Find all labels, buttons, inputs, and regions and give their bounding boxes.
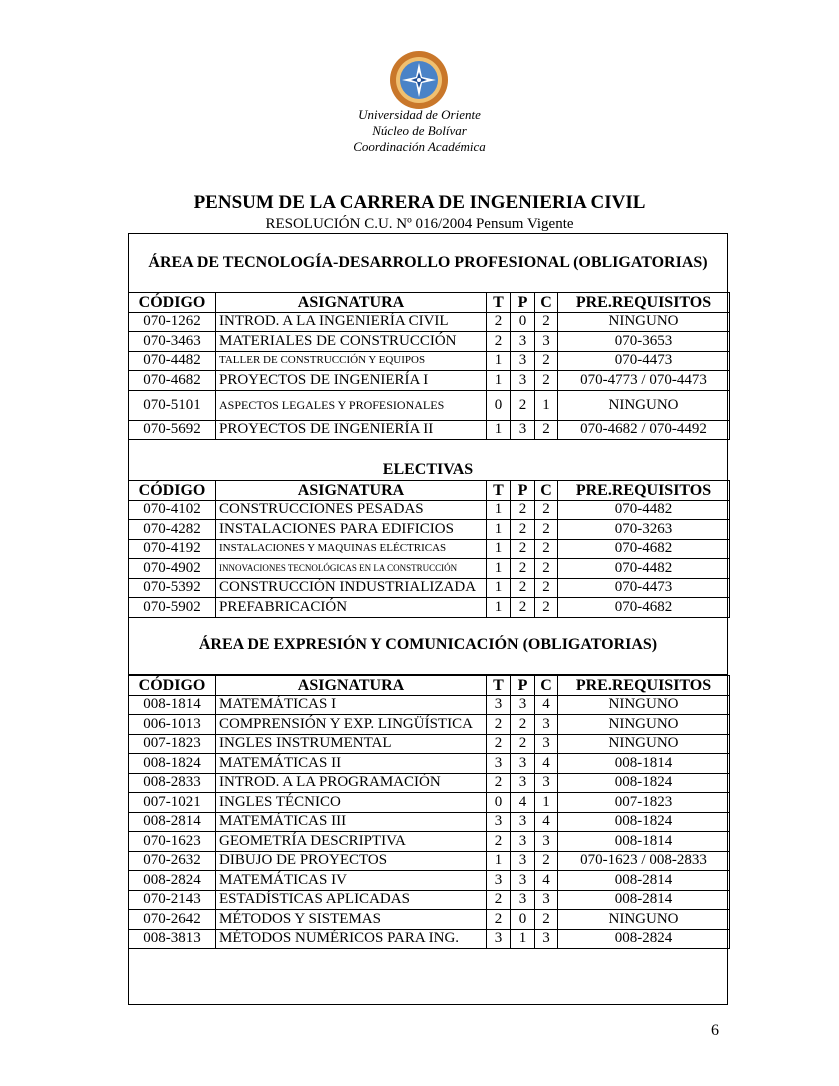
cell-c: 3 — [535, 929, 558, 949]
cell-code: 006-1013 — [129, 715, 216, 735]
table-row — [129, 734, 730, 754]
cell-t: 2 — [487, 910, 511, 930]
table-row — [129, 598, 730, 618]
cell-p: 3 — [511, 851, 535, 871]
cell-p: 2 — [511, 734, 535, 754]
column-header-t: T — [487, 481, 511, 501]
cell-c: 3 — [535, 715, 558, 735]
cell-subject: GEOMETRÍA DESCRIPTIVA — [216, 832, 487, 852]
table-row — [129, 520, 730, 540]
cell-p: 3 — [511, 420, 535, 440]
cell-t: 1 — [487, 578, 511, 598]
cell-t: 1 — [487, 598, 511, 618]
cell-code: 008-3813 — [129, 929, 216, 949]
campus-name: Núcleo de Bolívar — [372, 123, 467, 138]
table-row — [129, 910, 730, 930]
cell-subject: MÉTODOS NUMÉRICOS PARA ING. — [216, 929, 487, 949]
cell-c: 2 — [535, 851, 558, 871]
cell-c: 2 — [535, 578, 558, 598]
column-header-c: C — [535, 293, 558, 313]
institution-name: Universidad de Oriente — [358, 107, 481, 122]
cell-t: 2 — [487, 890, 511, 910]
section-title-expression: ÁREA DE EXPRESIÓN Y COMUNICACIÓN (OBLIGATORIAS) — [198, 636, 658, 653]
cell-c: 2 — [535, 520, 558, 540]
cell-c: 2 — [535, 312, 558, 332]
cell-code: 070-5392 — [129, 578, 216, 598]
cell-subject: MATEMÁTICAS II — [216, 754, 487, 774]
cell-c: 1 — [535, 793, 558, 813]
cell-t: 0 — [487, 793, 511, 813]
cell-prereq: 008-1824 — [558, 812, 730, 832]
cell-code: 070-4282 — [129, 520, 216, 540]
table-row — [129, 851, 730, 871]
cell-code: 070-5101 — [129, 390, 216, 420]
cell-prereq: 070-4682 / 070-4492 — [558, 420, 730, 440]
cell-prereq: 070-4482 — [558, 559, 730, 579]
cell-p: 3 — [511, 773, 535, 793]
column-header-subject: ASIGNATURA — [216, 676, 487, 696]
cell-prereq: 008-2814 — [558, 871, 730, 891]
cell-prereq: NINGUNO — [558, 312, 730, 332]
table-expression — [128, 675, 730, 949]
table-row — [129, 773, 730, 793]
cell-prereq: NINGUNO — [558, 390, 730, 420]
cell-prereq: 070-4682 — [558, 539, 730, 559]
cell-p: 3 — [511, 695, 535, 715]
cell-subject: CONSTRUCCIONES PESADAS — [216, 500, 487, 520]
cell-prereq: NINGUNO — [558, 695, 730, 715]
cell-subject: ESTADÍSTICAS APLICADAS — [216, 890, 487, 910]
cell-code: 008-2833 — [129, 773, 216, 793]
cell-prereq: 008-1814 — [558, 832, 730, 852]
cell-p: 3 — [511, 371, 535, 391]
cell-code: 070-4192 — [129, 539, 216, 559]
cell-subject: CONSTRUCCIÓN INDUSTRIALIZADA — [216, 578, 487, 598]
cell-prereq: 070-3263 — [558, 520, 730, 540]
cell-prereq: 070-4682 — [558, 598, 730, 618]
column-header-c: C — [535, 481, 558, 501]
table-row — [129, 578, 730, 598]
cell-p: 3 — [511, 890, 535, 910]
table-row — [129, 390, 730, 420]
cell-prereq: NINGUNO — [558, 715, 730, 735]
cell-subject: PROYECTOS DE INGENIERÍA II — [216, 420, 487, 440]
cell-code: 008-2814 — [129, 812, 216, 832]
cell-c: 2 — [535, 559, 558, 579]
cell-t: 1 — [487, 351, 511, 371]
cell-code: 070-3463 — [129, 332, 216, 352]
cell-t: 1 — [487, 371, 511, 391]
cell-p: 3 — [511, 351, 535, 371]
table-row — [129, 371, 730, 391]
cell-p: 2 — [511, 559, 535, 579]
column-header-subject: ASIGNATURA — [216, 293, 487, 313]
cell-p: 2 — [511, 390, 535, 420]
table-header-row — [129, 481, 730, 501]
cell-c: 2 — [535, 420, 558, 440]
table-header-row — [129, 676, 730, 696]
cell-prereq: 070-1623 / 008-2833 — [558, 851, 730, 871]
cell-prereq: 007-1823 — [558, 793, 730, 813]
cell-p: 1 — [511, 929, 535, 949]
table-technology — [128, 292, 730, 440]
table-row — [129, 559, 730, 579]
cell-c: 4 — [535, 695, 558, 715]
cell-t: 3 — [487, 695, 511, 715]
cell-p: 2 — [511, 578, 535, 598]
cell-t: 1 — [487, 420, 511, 440]
column-header-subject: ASIGNATURA — [216, 481, 487, 501]
column-header-code: CÓDIGO — [129, 676, 216, 696]
cell-code: 070-4102 — [129, 500, 216, 520]
table-row — [129, 500, 730, 520]
cell-subject: MATEMÁTICAS III — [216, 812, 487, 832]
cell-code: 008-1814 — [129, 695, 216, 715]
cell-c: 1 — [535, 390, 558, 420]
cell-p: 2 — [511, 500, 535, 520]
cell-p: 3 — [511, 332, 535, 352]
table-row — [129, 715, 730, 735]
column-header-code: CÓDIGO — [129, 293, 216, 313]
cell-p: 0 — [511, 910, 535, 930]
cell-t: 1 — [487, 559, 511, 579]
column-header-p: P — [511, 293, 535, 313]
cell-subject: PREFABRICACIÓN — [216, 598, 487, 618]
cell-prereq: 008-2814 — [558, 890, 730, 910]
column-header-p: P — [511, 676, 535, 696]
table-row — [129, 871, 730, 891]
cell-subject: INSTALACIONES PARA EDIFICIOS — [216, 520, 487, 540]
cell-c: 3 — [535, 890, 558, 910]
cell-subject: MATEMÁTICAS I — [216, 695, 487, 715]
cell-p: 3 — [511, 832, 535, 852]
cell-subject: INGLES INSTRUMENTAL — [216, 734, 487, 754]
cell-c: 2 — [535, 500, 558, 520]
cell-prereq: 070-3653 — [558, 332, 730, 352]
table-electives — [128, 480, 730, 618]
cell-c: 2 — [535, 351, 558, 371]
cell-prereq: 008-1814 — [558, 754, 730, 774]
cell-code: 070-2143 — [129, 890, 216, 910]
cell-code: 070-1623 — [129, 832, 216, 852]
cell-p: 3 — [511, 754, 535, 774]
cell-subject: INGLES TÉCNICO — [216, 793, 487, 813]
table-row — [129, 890, 730, 910]
page-title: PENSUM DE LA CARRERA DE INGENIERIA CIVIL — [193, 192, 646, 213]
cell-t: 3 — [487, 871, 511, 891]
table-row — [129, 832, 730, 852]
table-row — [129, 351, 730, 371]
cell-prereq: 070-4473 — [558, 351, 730, 371]
cell-p: 2 — [511, 539, 535, 559]
cell-t: 2 — [487, 715, 511, 735]
column-header-code: CÓDIGO — [129, 481, 216, 501]
cell-t: 2 — [487, 332, 511, 352]
cell-t: 1 — [487, 539, 511, 559]
office-name: Coordinación Académica — [353, 139, 486, 154]
column-header-prereq: PRE.REQUISITOS — [558, 293, 730, 313]
cell-prereq: 008-1824 — [558, 773, 730, 793]
cell-code: 008-2824 — [129, 871, 216, 891]
cell-p: 4 — [511, 793, 535, 813]
cell-t: 3 — [487, 812, 511, 832]
cell-p: 2 — [511, 520, 535, 540]
cell-code: 070-4902 — [129, 559, 216, 579]
cell-subject: DIBUJO DE PROYECTOS — [216, 851, 487, 871]
cell-prereq: 070-4773 / 070-4473 — [558, 371, 730, 391]
table-row — [129, 754, 730, 774]
column-header-c: C — [535, 676, 558, 696]
cell-t: 2 — [487, 832, 511, 852]
cell-subject: MÉTODOS Y SISTEMAS — [216, 910, 487, 930]
cell-t: 1 — [487, 520, 511, 540]
cell-c: 2 — [535, 371, 558, 391]
cell-subject: MATEMÁTICAS IV — [216, 871, 487, 891]
section-title-electives: ELECTIVAS — [382, 461, 474, 478]
table-header-row — [129, 293, 730, 313]
cell-code: 070-2632 — [129, 851, 216, 871]
cell-subject: INNOVACIONES TECNOLÓGICAS EN LA CONSTRUCCIÓN — [216, 559, 487, 579]
cell-subject: ASPECTOS LEGALES Y PROFESIONALES — [216, 390, 487, 420]
cell-code: 008-1824 — [129, 754, 216, 774]
university-seal-icon — [389, 50, 449, 110]
cell-c: 4 — [535, 754, 558, 774]
table-row — [129, 312, 730, 332]
cell-subject: COMPRENSIÓN Y EXP. LINGÜÍSTICA — [216, 715, 487, 735]
cell-t: 2 — [487, 734, 511, 754]
cell-t: 1 — [487, 851, 511, 871]
cell-subject: INTROD. A LA PROGRAMACIÓN — [216, 773, 487, 793]
cell-p: 2 — [511, 715, 535, 735]
table-row — [129, 539, 730, 559]
cell-code: 070-5692 — [129, 420, 216, 440]
cell-p: 3 — [511, 812, 535, 832]
page-number: 6 — [711, 1022, 719, 1039]
column-header-p: P — [511, 481, 535, 501]
table-row — [129, 332, 730, 352]
column-header-t: T — [487, 676, 511, 696]
cell-c: 3 — [535, 734, 558, 754]
section-title-technology: ÁREA DE TECNOLOGÍA-DESARROLLO PROFESIONAL (OBLIGATORIAS) — [148, 254, 708, 271]
cell-code: 007-1823 — [129, 734, 216, 754]
cell-subject: MATERIALES DE CONSTRUCCIÓN — [216, 332, 487, 352]
cell-code: 070-2642 — [129, 910, 216, 930]
cell-code: 070-5902 — [129, 598, 216, 618]
table-row — [129, 420, 730, 440]
cell-c: 4 — [535, 812, 558, 832]
cell-subject: INTROD. A LA INGENIERÍA CIVIL — [216, 312, 487, 332]
cell-p: 2 — [511, 598, 535, 618]
cell-subject: INSTALACIONES Y MAQUINAS ELÉCTRICAS — [216, 539, 487, 559]
cell-p: 0 — [511, 312, 535, 332]
cell-c: 4 — [535, 871, 558, 891]
cell-code: 070-4482 — [129, 351, 216, 371]
table-row — [129, 812, 730, 832]
cell-t: 2 — [487, 773, 511, 793]
column-header-prereq: PRE.REQUISITOS — [558, 481, 730, 501]
cell-c: 3 — [535, 332, 558, 352]
cell-code: 070-1262 — [129, 312, 216, 332]
cell-subject: PROYECTOS DE INGENIERÍA I — [216, 371, 487, 391]
cell-prereq: NINGUNO — [558, 910, 730, 930]
cell-c: 3 — [535, 773, 558, 793]
cell-t: 0 — [487, 390, 511, 420]
cell-prereq: 070-4473 — [558, 578, 730, 598]
column-header-prereq: PRE.REQUISITOS — [558, 676, 730, 696]
page-subtitle: RESOLUCIÓN C.U. Nº 016/2004 Pensum Vigente — [265, 216, 574, 232]
cell-prereq: 008-2824 — [558, 929, 730, 949]
column-header-t: T — [487, 293, 511, 313]
table-row — [129, 929, 730, 949]
cell-t: 3 — [487, 929, 511, 949]
table-row — [129, 793, 730, 813]
cell-c: 2 — [535, 598, 558, 618]
table-row — [129, 695, 730, 715]
cell-p: 3 — [511, 871, 535, 891]
cell-c: 3 — [535, 832, 558, 852]
cell-prereq: 070-4482 — [558, 500, 730, 520]
cell-t: 3 — [487, 754, 511, 774]
cell-code: 070-4682 — [129, 371, 216, 391]
cell-code: 007-1021 — [129, 793, 216, 813]
cell-prereq: NINGUNO — [558, 734, 730, 754]
cell-c: 2 — [535, 910, 558, 930]
cell-t: 2 — [487, 312, 511, 332]
cell-c: 2 — [535, 539, 558, 559]
cell-t: 1 — [487, 500, 511, 520]
cell-subject: TALLER DE CONSTRUCCIÓN Y EQUIPOS — [216, 351, 487, 371]
